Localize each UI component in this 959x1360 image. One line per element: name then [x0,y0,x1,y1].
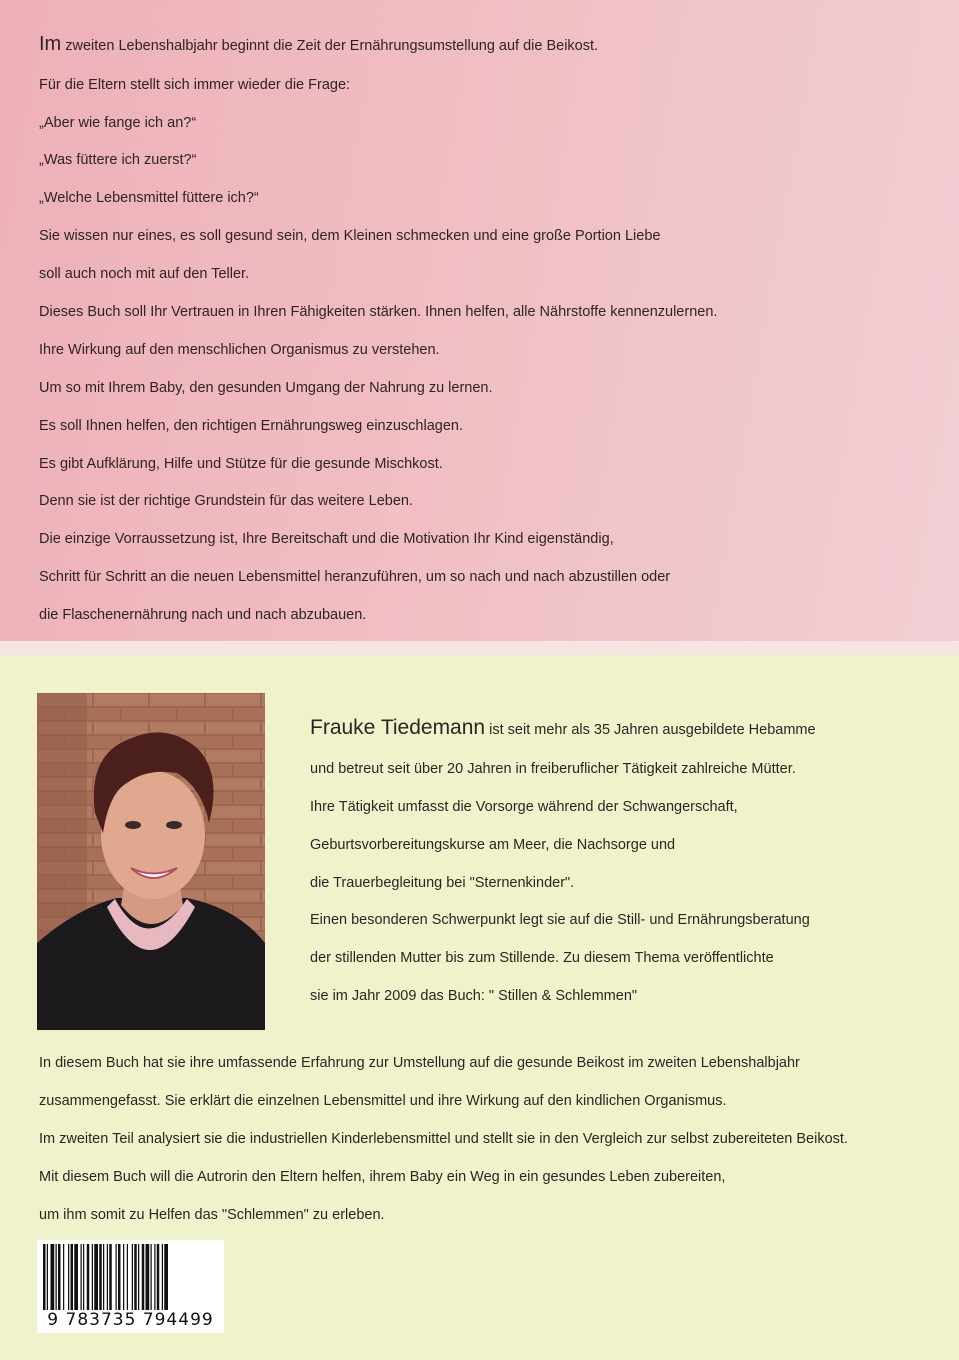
barcode-bar [142,1244,145,1310]
barcode-bar [92,1244,93,1310]
intro-line: Für die Eltern stellt sich immer wieder die Frage: [39,77,351,93]
author-bio-line: der stillenden Mutter bis zum Stillende. Zu diesem Thema veröffentlichte [310,950,774,966]
summary-line: um ihm somit zu Helfen das "Schlemmen" zu erleben. [39,1207,385,1223]
barcode-bar [74,1244,78,1310]
author-name: Frauke Tiedemann [310,716,486,739]
intro-line: die Flaschenernährung nach und nach abzubauen. [39,607,367,623]
barcode-bar [103,1244,104,1310]
barcode-bar [164,1244,168,1310]
intro-line: Schritt für Schritt an die neuen Lebensmittel heranzuführen, um so nach und nach abzustillen oder [39,569,671,585]
barcode-bar [81,1244,82,1310]
barcode-bar [162,1244,163,1310]
summary-line: Mit diesem Buch will die Autrorin den Eltern helfen, ihrem Baby ein Weg in ein gesundes Leben zubereiten, [39,1169,726,1185]
summary-line: Im zweiten Teil analysiert sie die industriellen Kinderlebensmittel und stellt sie in den Vergleich zur selbst zubereiteten Beikost. [39,1131,848,1147]
isbn-barcode [37,1240,224,1333]
intro-first-word: Im [39,33,62,55]
intro-line-first [39,33,598,56]
intro-line: Ihre Wirkung auf den menschlichen Organismus zu verstehen. [39,342,440,358]
barcode-bar [116,1244,117,1310]
barcode-bar [109,1244,112,1310]
intro-first-rest: zweiten Lebenshalbjahr beginnt die Zeit der Ernährungsumstellung auf die Beikost. [61,38,599,54]
barcode-bar [118,1244,121,1310]
barcode-bar [154,1244,155,1310]
barcode-bar [58,1244,61,1310]
barcode-bar [107,1244,108,1310]
author-photo [37,693,265,1030]
barcode-bar [146,1244,150,1310]
barcode-bar [83,1244,84,1310]
barcode-bar [71,1244,74,1310]
summary-line: zusammengefasst. Sie erklärt die einzelnen Lebensmittel und ihre Wirkung auf den kindlichen Organismus. [39,1093,727,1109]
author-bio-line: die Trauerbegleitung bei "Sternenkinder". [310,875,575,891]
barcode-bar [56,1244,57,1310]
author-bio-line: Geburtsvorbereitungskurse am Meer, die Nachsorge und [310,837,676,853]
barcode-bar [43,1244,46,1310]
barcode-bar [123,1244,124,1310]
author-bio-line: Einen besonderen Schwerpunkt legt sie auf die Still- und Ernährungsberatung [310,912,810,928]
intro-line: „Was füttere ich zuerst?“ [39,152,197,168]
barcode-bar [157,1244,160,1310]
intro-line: Es soll Ihnen helfen, den richtigen Ernährungsweg einzuschlagen. [39,418,463,434]
intro-line: „Aber wie fange ich an?“ [39,115,197,131]
author-portrait-illustration [37,693,265,1030]
barcode-bars [43,1244,219,1310]
barcode-bar [51,1244,55,1310]
divider-band [0,641,959,655]
barcode-bar [132,1244,133,1310]
summary-line: In diesem Buch hat sie ihre umfassende Erfahrung zur Umstellung auf die gesunde Beikost im zweiten Lebenshalbjahr [39,1055,800,1071]
barcode-bar [134,1244,137,1310]
barcode-bar [63,1244,64,1310]
author-bio-line-first [310,716,816,740]
barcode-bar [68,1244,69,1310]
barcode-bar [151,1244,152,1310]
intro-line: Sie wissen nur eines, es soll gesund sein, dem Kleinen schmecken und eine große Portion Liebe [39,228,661,244]
barcode-bar [138,1244,139,1310]
intro-line: Es gibt Aufklärung, Hilfe und Stütze für die gesunde Mischkost. [39,456,443,472]
author-bio-line: und betreut seit über 20 Jahren in freiberuflicher Tätigkeit zahlreiche Mütter. [310,761,796,777]
isbn-number: 9 783735 794499 [47,1310,214,1330]
barcode-bar [127,1244,128,1310]
barcode-bar [87,1244,90,1310]
intro-line: Dieses Buch soll Ihr Vertrauen in Ihren Fähigkeiten stärken. Ihnen helfen, alle Nährstoffe kennenzulernen. [39,304,718,320]
intro-line: Um so mit Ihrem Baby, den gesunden Umgang der Nahrung zu lernen. [39,380,493,396]
barcode-bar [99,1244,102,1310]
author-bio-line: Ihre Tätigkeit umfasst die Vorsorge während der Schwangerschaft, [310,799,738,815]
barcode-bar [94,1244,98,1310]
barcode-bar [47,1244,48,1310]
intro-line: „Welche Lebensmittel füttere ich?“ [39,190,259,206]
author-bio-rest: ist seit mehr als 35 Jahren ausgebildete Hebamme [485,722,816,738]
intro-line: soll auch noch mit auf den Teller. [39,266,250,282]
author-bio-line: sie im Jahr 2009 das Buch: " Stillen & Schlemmen" [310,988,638,1004]
intro-line: Die einzige Vorraussetzung ist, Ihre Bereitschaft und die Motivation Ihr Kind eigenständig, [39,531,614,547]
intro-line: Denn sie ist der richtige Grundstein für das weitere Leben. [39,493,413,509]
